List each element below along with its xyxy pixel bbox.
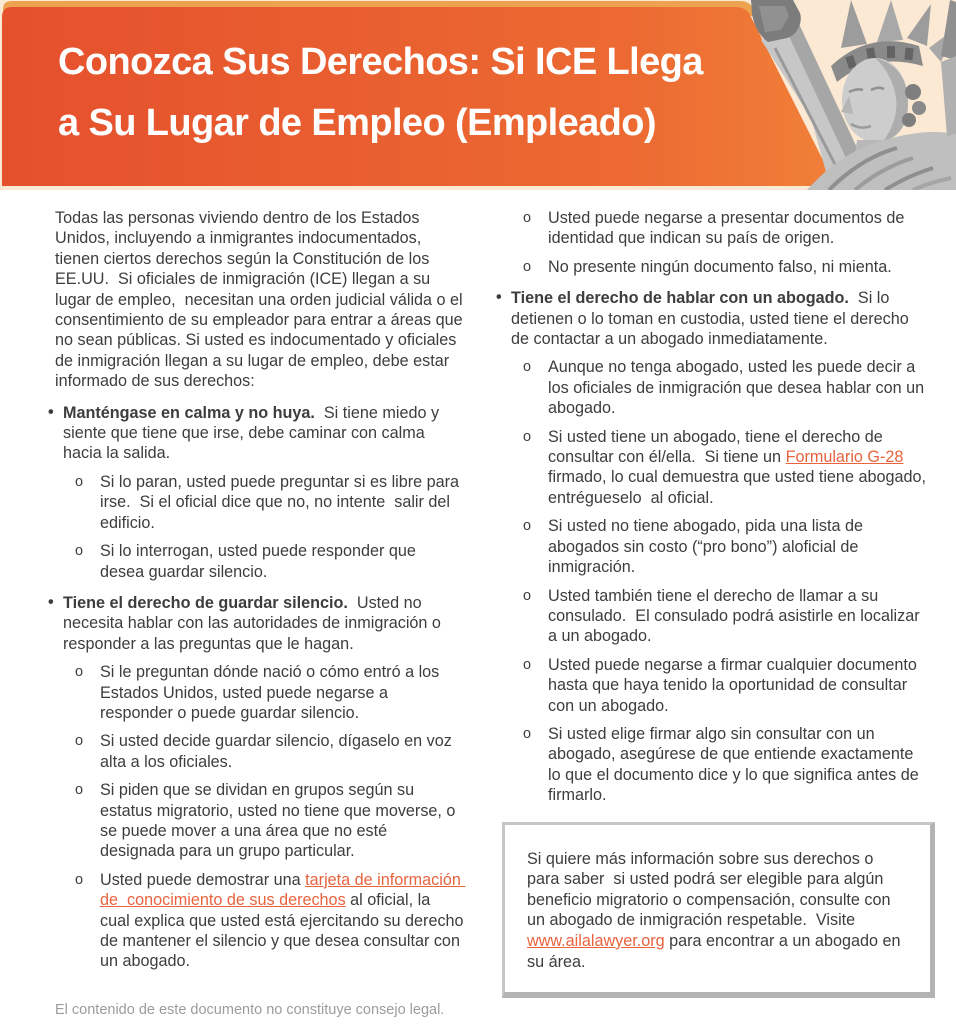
bullet-marker: • (496, 288, 502, 307)
disclaimer-text: El contenido de este documento no constituye consejo legal. (55, 1002, 445, 1018)
body-text: Si lo interrogan, usted puede responder que desea guardar silencio. (100, 542, 421, 581)
body-text: Si quiere más información sobre sus derechos o para saber si usted podrá ser elegible para algún beneficio migratorio o compensación, consulte con un abogado de inmigración respetable. Visite (527, 849, 896, 930)
sub-bullet-item (496, 516, 930, 577)
sub-bullet-item (48, 870, 469, 972)
aila-website-link[interactable]: www.ailalawyer.org (527, 931, 665, 950)
item-text (48, 593, 464, 654)
circle-marker: o (523, 656, 532, 673)
circle-marker: o (523, 587, 532, 604)
body-text: Usted también tiene el derecho de llamar a su consulado. El consulado podrá asistirle en localizar a un abogado. (548, 586, 925, 646)
circle-marker: o (75, 543, 84, 560)
rights-card-link[interactable]: tarjeta de información de conocimiento de sus derechos (100, 870, 466, 910)
sub-bullet-item (48, 541, 464, 582)
sub-bullet-item (496, 257, 930, 277)
sub-bullet-item (48, 662, 464, 723)
body-text: Aunque no tenga abogado, usted les puede decir a los oficiales de inmigración que desea hablar con un abogado. (548, 358, 929, 418)
bullet-item (496, 288, 930, 349)
body-text: al oficial, la cual explica que usted está ejercitando su derecho de mantener el silencio y que desea consultar con un abogado. (100, 891, 469, 971)
bold-lead-text: Tiene el derecho de guardar silencio. (63, 593, 348, 612)
item-text (496, 257, 930, 277)
left-column (48, 208, 469, 998)
body-text: No presente ningún documento falso, ni mienta. (548, 257, 892, 276)
bold-lead-text: Tiene el derecho de hablar con un abogado. (511, 289, 849, 308)
body-text: Si tiene miedo y siente que tiene que irse, debe caminar con calma hacia la salida. (63, 403, 444, 463)
more-info-box (502, 822, 935, 999)
item-text (496, 586, 930, 647)
body-text: Usted puede demostrar una (100, 870, 306, 889)
bold-lead-text: Manténgase en calma y no huya. (63, 403, 315, 422)
body-text: Usted puede negarse a presentar documentos de identidad que indican su país de origen. (548, 209, 909, 248)
body-text: Si usted tiene un abogado, tiene el derecho de consultar con él/ella. Si tiene un (548, 427, 888, 467)
item-text (48, 870, 469, 972)
body-text: Si lo detienen o lo toman en custodia, usted tiene el derecho de contactar a un abogado inmediatamente. (511, 289, 914, 349)
item-text (496, 724, 930, 806)
bullet-item (48, 403, 464, 464)
page-title (58, 32, 703, 154)
bullet-marker: • (48, 592, 54, 611)
body-text: Si usted decide guardar silencio, dígaselo en voz alta a los oficiales. (100, 732, 457, 771)
circle-marker: o (75, 473, 84, 490)
body-text: Si le preguntan dónde nació o cómo entró a los Estados Unidos, usted puede negarse a responder o puede guardar silencio. (100, 663, 444, 722)
item-text (48, 780, 464, 862)
body-text: Si lo paran, usted puede preguntar si es libre para irse. Si el oficial dice que no, no intente salir del edificio. (100, 472, 464, 532)
item-text (48, 662, 464, 723)
intro-paragraph (48, 208, 468, 392)
item-text (496, 288, 930, 349)
sub-bullet-item (496, 208, 930, 249)
body-text: firmado, lo cual demuestra que usted tiene abogado, entrégueselo al oficial. (548, 448, 931, 507)
sub-bullet-item (48, 472, 464, 533)
sub-bullet-item (496, 655, 930, 716)
sub-bullet-item (48, 780, 464, 862)
circle-marker: o (75, 782, 84, 799)
circle-marker: o (75, 733, 84, 750)
bullet-marker: • (48, 402, 54, 421)
page-title-line1: Conozca Sus Derechos: Si ICE Llega (58, 41, 703, 83)
body-text: Si usted elige firmar algo sin consultar con un abogado, asegúrese de que entiende exactamente lo que el documento dice y lo que significa antes de firmarlo. (548, 724, 924, 805)
sub-bullet-item (496, 427, 930, 509)
header-banner (0, 0, 956, 190)
item-text (496, 357, 930, 418)
circle-marker: o (75, 664, 84, 681)
circle-marker: o (523, 725, 532, 742)
content (48, 208, 930, 998)
body-text: Usted no necesita hablar con las autoridades de inmigración o responder a las preguntas que le hagan. (63, 593, 446, 653)
formulario-g28-link[interactable]: Formulario G-28 (785, 448, 904, 467)
sub-bullet-item (496, 586, 930, 647)
sub-bullet-item (48, 731, 464, 772)
body-text: Si usted no tiene abogado, pida una lista de abogados sin costo (“pro bono”) aloficial de inmigración. (548, 517, 868, 577)
item-text (48, 472, 464, 533)
body-text: Si piden que se dividan en grupos según su estatus migratorio, usted no tiene que moverse, o se puede mover a una área que no esté designada para un grupo particular. (100, 781, 460, 861)
item-text (496, 208, 930, 249)
item-text (496, 427, 930, 509)
sub-bullet-item (496, 724, 930, 806)
body-text: para encontrar a un abogado en su área. (527, 931, 905, 971)
circle-marker: o (523, 428, 532, 445)
right-column (496, 208, 930, 998)
item-text (48, 403, 464, 464)
circle-marker: o (75, 871, 84, 888)
more-info-text (527, 849, 908, 973)
item-text (48, 541, 464, 582)
sub-bullet-item (496, 357, 930, 418)
body-text: Usted puede negarse a firmar cualquier documento hasta que haya tenido la oportunidad de consultar con un abogado. (548, 655, 922, 715)
circle-marker: o (523, 518, 532, 535)
circle-marker: o (523, 210, 532, 226)
statue-of-liberty-image (745, 0, 956, 190)
item-text (48, 731, 464, 772)
page-title-line2: a Su Lugar de Empleo (Empleado) (58, 102, 656, 144)
body-text: Todas las personas viviendo dentro de los Estados Unidos, incluyendo a inmigrantes indocumentados, tienen ciertos derechos según la Constitución de los EE.UU. Si oficiales de inmigración (ICE) llegan a su lugar de empleo, necesitan una orden judicial válida o el consentimiento de su empleador para entrar a áreas que no sean públicas. Si usted es indocumentado y oficiales de inmigración llegan a su lugar de empleo, debe estar informado de sus derechos: (55, 209, 468, 391)
circle-marker: o (523, 359, 532, 376)
item-text (48, 208, 468, 392)
circle-marker: o (523, 258, 532, 275)
item-text (496, 516, 930, 577)
item-text (496, 655, 930, 716)
bullet-item (48, 593, 464, 654)
